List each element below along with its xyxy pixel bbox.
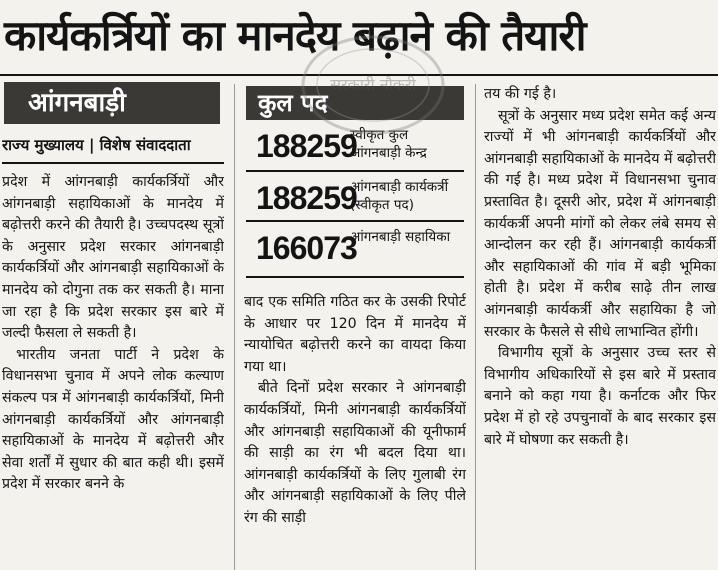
article-column-3 bbox=[484, 84, 716, 568]
watermark-logo bbox=[298, 30, 448, 140]
paragraph: प्रदेश में आंगनबाड़ी कार्यकर्त्रियों और आंगनबाड़ी सहायिकाओं के मानदेय में बढ़ोत्तरी करने की तैयारी है। उच्चपदस्थ सूत्रों के अनुसार प्रदेश सरकार आंगनबाड़ी कार्यकर्त्रियों और आंगनबाड़ी सहायिकाओं के मानदेय को दोगुना तक कर सकती है। माना जा रहा है कि प्रदेश सरकार इस बारे में जल्दी फैसला ले सकती है। bbox=[2, 174, 224, 342]
column-divider bbox=[234, 84, 235, 570]
fact-value: 188259 bbox=[256, 180, 357, 216]
fact-box-row bbox=[246, 222, 464, 278]
paragraph: बाद एक समिति गठित कर के उसकी रिपोर्ट के आधार पर 120 दिन में मानदेय में न्यायोचित बढ़ोत्तरी करने का वायदा किया गया था। bbox=[244, 294, 466, 375]
paragraph: तय की गई है। bbox=[484, 86, 557, 102]
paragraph: सूत्रों के अनुसार मध्य प्रदेश समेत कई अन्य राज्यों में भी आंगनबाड़ी कार्यकर्त्रियों और आंगनबाड़ी सहायिकाओं के मानदेय में बढ़ोत्तरी की गई है। मध्य प्रदेश में विधानसभा चुनाव प्रस्तावित है। दूसरी ओर, प्रदेश में आंगनबाड़ी कार्यकर्त्री अपनी मांगों को लेकर लंबे समय से आन्दोलन कर रही हैं। आंगनबाड़ी कार्यकर्त्री और सहायिकाओं की गांव में बड़ी भूमिका होती है। प्रदेश में करीब साढ़े तीन लाख आंगनबाड़ी कार्यकर्त्री और सहायिका है जो सरकार के फैसले से सीधे लाभान्वित होंगी। bbox=[484, 107, 716, 340]
byline: राज्य मुख्यालय | विशेष संवाददाता bbox=[2, 136, 191, 154]
paragraph: विभागीय सूत्रों के अनुसार उच्च स्तर से विभागीय अधिकारियों से इस बारे में प्रस्ताव बनाने को कहा गया है। कर्नाटक और फिर प्रदेश में हो रहे उपचुनावों के बाद सरकार इस बारे में घोषणा कर सकती है। bbox=[484, 345, 716, 448]
fact-label: आंगनबाड़ी सहायिका bbox=[350, 229, 451, 245]
fact-value: 188259 bbox=[256, 128, 357, 164]
fact-box-title: कुल पद bbox=[246, 86, 464, 120]
fact-label: आंगनबाड़ी कार्यकर्त्री (स्वीकृत पद) bbox=[350, 179, 449, 213]
article-column-1 bbox=[2, 172, 224, 568]
section-tag: आंगनबाड़ी bbox=[4, 82, 220, 124]
fact-box-row bbox=[246, 172, 464, 222]
byline-rule bbox=[2, 162, 224, 164]
article-column-2 bbox=[244, 292, 466, 568]
column-divider bbox=[475, 84, 476, 570]
headline: कार्यकर्त्रियों का मानदेय बढ़ाने की तैयारी bbox=[4, 11, 586, 60]
svg-text:सरकारी नौकरी: सरकारी नौकरी bbox=[330, 75, 416, 94]
paragraph: भारतीय जनता पार्टी ने प्रदेश के विधानसभा चुनाव में अपने लोक कल्याण संकल्प पत्र में आंगनबाड़ी कार्यकर्त्रियों, मिनी आंगनबाड़ी कार्यकर्त्रियों और आंगनबाड़ी सहायिकाओं के मानदेय में बढ़ोत्तरी और सेवा शर्तों में सुधार की बात कही थी। इसमें प्रदेश में सरकार बनने के bbox=[2, 346, 224, 493]
paragraph: बीते दिनों प्रदेश सरकार ने आंगनबाड़ी कार्यकर्त्रियों, मिनी आंगनबाड़ी कार्यकर्त्रियों और आंगनबाड़ी सहायिकाओं की यूनीफार्म की साड़ी का रंग भी बदल दिया था। आंगनबाड़ी कार्यकर्त्रियों के लिए गुलाबी रंग और आंगनबाड़ी सहायिकाओं के लिए पीले रंग की साड़ी bbox=[244, 380, 466, 526]
fact-label: स्वीकृत कुल आंगनबाड़ी केन्द्र bbox=[350, 127, 427, 161]
fact-value: 166073 bbox=[256, 230, 357, 266]
